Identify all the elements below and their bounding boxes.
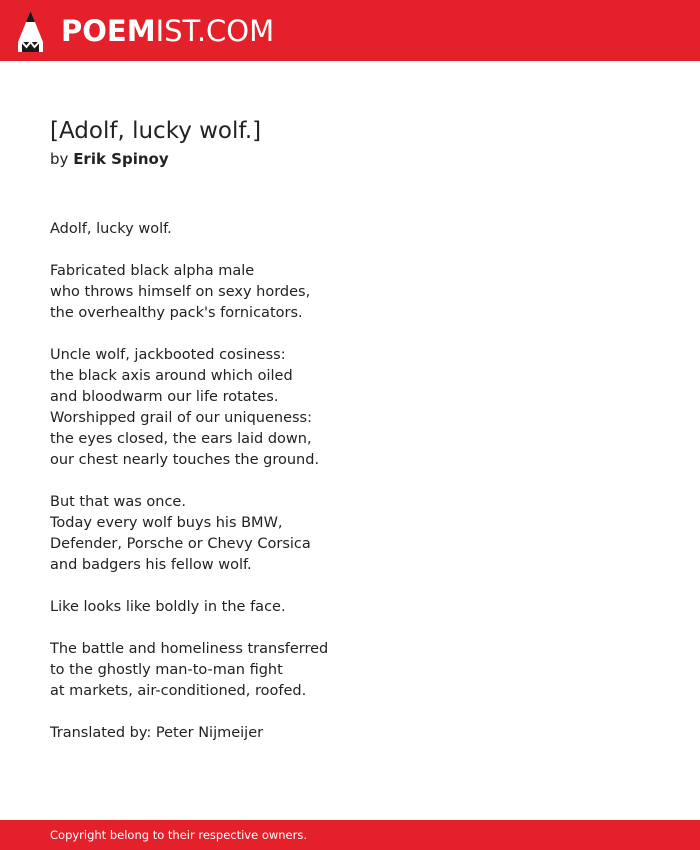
poem-line: and bloodwarm our life rotates. (50, 389, 279, 405)
pencil-icon (18, 11, 43, 52)
poem-line: to the ghostly man-to-man fight (50, 662, 283, 678)
poem-title: [Adolf, lucky wolf.] (50, 118, 262, 144)
poem-line: Like looks like boldly in the face. (50, 599, 286, 615)
poem-line: But that was once. (50, 494, 186, 510)
poem-line: Worshipped grail of our uniqueness: (50, 410, 312, 426)
poem-line: the black axis around which oiled (50, 368, 293, 384)
poem-line: The battle and homeliness transferred (50, 641, 329, 657)
poem-stanza (50, 219, 650, 240)
poem-line: Uncle wolf, jackbooted cosiness: (50, 347, 286, 363)
poem-line: the eyes closed, the ears laid down, (50, 431, 312, 447)
byline-prefix: by (50, 150, 69, 168)
author-link[interactable]: Erik Spinoy (73, 150, 169, 168)
poem-stanza (50, 261, 650, 324)
poem-line: our chest nearly touches the ground. (50, 452, 320, 468)
site-footer (0, 820, 700, 850)
poem-stanza (50, 492, 650, 576)
poem-body (50, 219, 650, 723)
poem-line: Adolf, lucky wolf. (50, 221, 172, 237)
logo-light-text: IST.COM (155, 14, 275, 48)
logo-bold-text: POEM (61, 14, 156, 48)
poem-line: at markets, air-conditioned, roofed. (50, 683, 307, 699)
translator-credit: Translated by: Peter Nijmeijer (50, 725, 264, 741)
poem-stanza (50, 345, 650, 471)
copyright-text: Copyright belong to their respective owners. (50, 828, 308, 842)
site-header (0, 0, 700, 61)
poem-line: the overhealthy pack's fornicators. (50, 305, 303, 321)
poem-line: Defender, Porsche or Chevy Corsica (50, 536, 311, 552)
site-logo-text (61, 10, 274, 52)
poem-line: Today every wolf buys his BMW, (50, 515, 283, 531)
poem-line: Fabricated black alpha male (50, 263, 255, 279)
poem-line: who throws himself on sexy hordes, (50, 284, 311, 300)
byline (50, 149, 169, 169)
poem-line: and badgers his fellow wolf. (50, 557, 252, 573)
site-logo-link[interactable] (18, 10, 274, 52)
poem-stanza (50, 597, 650, 618)
poem-stanza (50, 639, 650, 702)
